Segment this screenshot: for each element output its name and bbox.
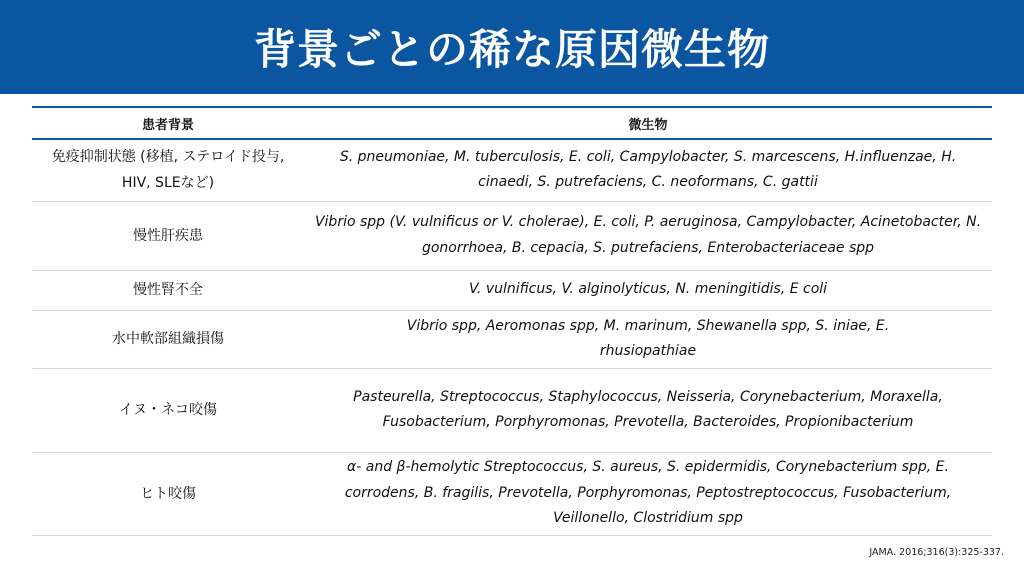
table-row — [32, 270, 992, 310]
row-microbes: Vibrio spp, Aeromonas spp, M. marinum, Shewanella spp, S. iniae, E. rhusiopathiae — [406, 317, 890, 359]
row-background: 慢性腎不全 — [133, 282, 203, 298]
table-row — [32, 368, 992, 452]
table-row — [32, 452, 992, 535]
table-row — [32, 310, 992, 368]
header-microbes: 微生物 — [628, 117, 668, 133]
header-background: 患者背景 — [141, 117, 194, 133]
row-microbes: Vibrio spp (V. vulnificus or V. cholerae), E. coli, P. aeruginosa, Campylobacter, Acinetobacter, N. gonorrhoea, B. cepacia, S. putrefaciens, Enterobacteriaceae spp — [314, 214, 982, 256]
table-header-row — [32, 107, 992, 139]
row-background: 水中軟部組織損傷 — [112, 331, 224, 347]
row-microbes: S. pneumoniae, M. tuberculosis, E. coli, Campylobacter, S. marcescens, H.influenzae, H. cinaedi, S. putrefaciens, C. neoformans, C. gattii — [339, 148, 957, 191]
row-background: イヌ・ネコ咬傷 — [119, 402, 217, 418]
title-bar — [0, 0, 1024, 94]
row-background: 慢性肝疾患 — [133, 227, 203, 244]
slide-title: 背景ごとの稀な原因微生物 — [253, 25, 770, 74]
row-background: ヒト咬傷 — [140, 485, 196, 502]
row-background: 免疫抑制状態 (移植, ステロイド投与, HIV, SLEなど) — [51, 149, 285, 192]
microbe-table — [32, 106, 992, 536]
microbe-table-container — [32, 106, 992, 536]
table-row — [32, 139, 992, 201]
row-microbes: Pasteurella, Streptococcus, Staphylococcus, Neisseria, Corynebacterium, Moraxella, Fusobacterium, Porphyromonas, Prevotella, Bacteroides, Propionibacterium — [353, 388, 943, 430]
row-microbes: α- and β-hemolytic Streptococcus, S. aureus, S. epidermidis, Corynebacterium spp, E. corrodens, B. fragilis, Prevotella, Porphyromonas, Peptostreptococcus, Fusobacterium, Veillonello, Clostridium spp — [344, 459, 952, 527]
row-microbes: V. vulnificus, V. alginolyticus, N. meningitidis, E coli — [468, 281, 828, 298]
citation: JAMA. 2016;316(3):325-337. — [869, 547, 1004, 558]
table-row — [32, 201, 992, 270]
